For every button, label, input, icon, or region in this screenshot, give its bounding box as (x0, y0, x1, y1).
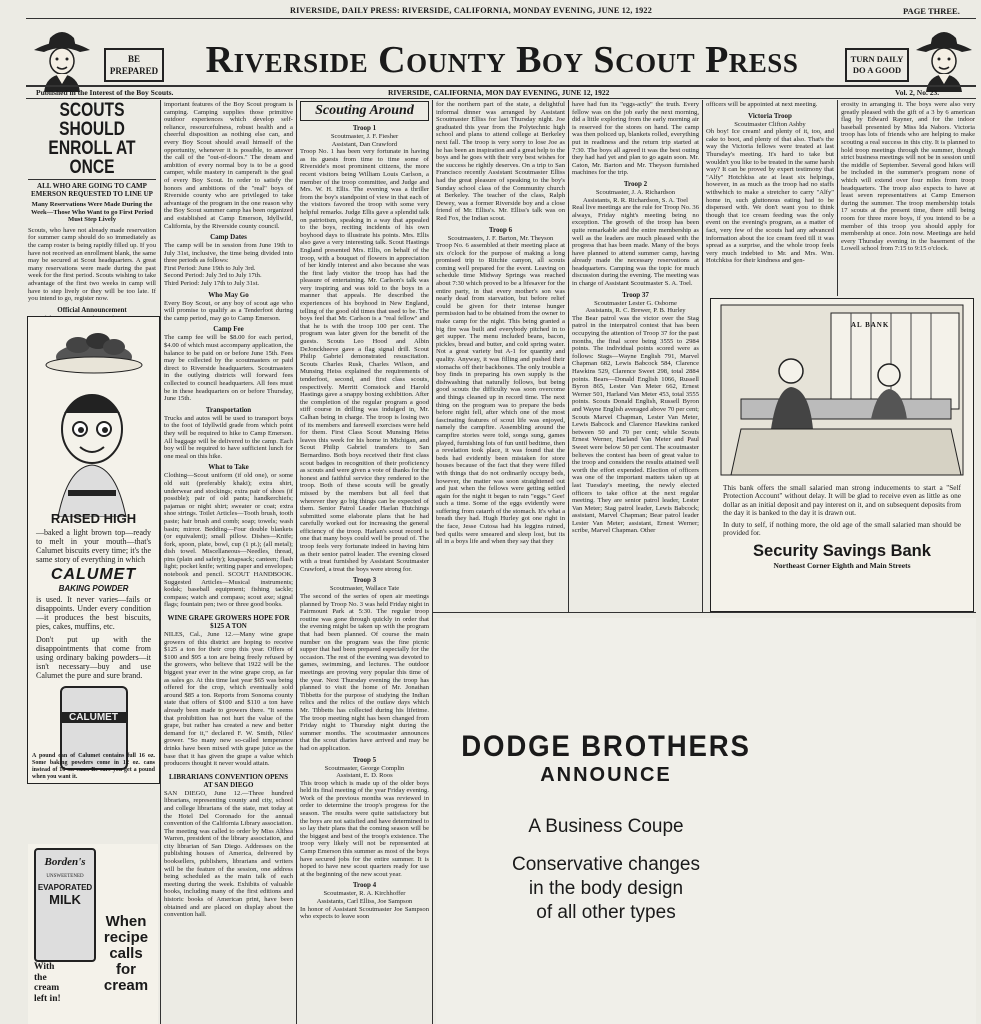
what-to-take-body: Clothing—Scout uniform (if old one), or some old suit (preferably khaki); extra shirt, underwear and stockings; extra pair of shoes (if possible); pair of old pants; handkerchiefs; pajamas or night shirt; sweater or coat; extra shoe strings. Toilet Articles—Tooth brush, tooth paste; hair brush and comb; soap; towels; wash basin; mirror. Bedding—Four double blankets (or equivalent); small pillow. Dishes—Knife; fork, spoon, plate, bowl, cup (1 pt.); (all metal); dish towel. Miscellaneous—Needles, thread, pins (plain and safety); knapsack; canteen; flash light; pocket knife; writing paper and envelopes; notebook and pencil. SCOUT HANDBOOK. Suggested Articles—Musical instruments; kodak; baseball equipment; fishing tackle; compass; watch and compass; scout axe; signal flags; fountain pen; two or three good books. (164, 472, 293, 609)
page-number: PAGE THREE. (903, 6, 960, 16)
subdeck-reservations: Many Reservations Were Made During the Week—Those Who Want to go First Period Must Step Lively (30, 201, 154, 224)
published-line: Published in the Interest of the Boy Scouts. (36, 88, 174, 97)
deck-camp-emerson: ALL WHO ARE GOING TO CAMP EMERSON REQUESTED TO LINE UP (31, 182, 153, 198)
calumet-brand-sub: BAKING POWDER (58, 584, 129, 593)
column-1-story (28, 101, 156, 322)
calumet-copy-2: is used. It never varies—fails or disappoints. Under every condition—it produces the best biscuits, pies, cakes, muffins, etc. (36, 595, 151, 631)
calumet-headline: RAISED HIGH (50, 511, 137, 526)
calumet-ad (27, 316, 160, 784)
troop-6-heading: Troop 6 (488, 225, 513, 234)
borden-ad (28, 844, 158, 1024)
enroll-body: Scouts, who have not already made reservation for summer camp should do so immediately as the camp roster is being rapidly filled up. If you have not received an enrollment blank, the same may be secured at Scout headquarters. A great many reservations were made during the past week for the first period. Scouts wishing to take advantage of the first two weeks in camp will have to step lively or they will be too late. If you intend to go, register now. (28, 226, 156, 303)
troop-5-heading: Troop 5 (352, 755, 377, 764)
bank-copy-1: This bank offers the small salaried man strong inducements to start a "Self Protection Account" without delay. It will be glad to receive even as little as one dollar as an initial deposit and pay interest on it, and on subsequent deposits from the day it is banked to the day it is drawn out. (723, 483, 961, 518)
troop-37-scoutmaster: Scoutmaster Lester G. Osborne (594, 299, 677, 307)
borden-milk: MILK (49, 892, 81, 907)
troop-2-body: Real live meetings are the rule for Troop No. 36 always, Friday night's meeting being no exception. The growth of the troop has been quite remarkable and the entire membership as well as the leaders are much pleased with the progress that has been made. Many of the boys have planned to attend summer camp, having already made the necessary reservations at headquarters. Camping was the topic for much discussion during the evening. The meeting was in charge of Assistant Scoutmaster S. A. Toel. (572, 204, 699, 288)
troop-37-assistant: Assistants, R. C. Brewer, P. B. Hurley (585, 307, 686, 315)
grape-headline: WINE GRAPE GROWERS HOPE FOR $125 A TON (167, 614, 290, 631)
period-2: Second Period: July 3rd to July 17th. (164, 272, 262, 280)
borden-evap: EVAPORATED (37, 883, 93, 892)
dodge-product: A Business Coupe (528, 816, 684, 837)
troop-37-heading: Troop 37 (622, 290, 649, 299)
dateline: RIVERSIDE, CALIFORNIA, MON DAY EVENING, JUNE 12, 1922 (388, 88, 610, 97)
camp-dates-body: The camp will be in session from June 19th to July 31st, inclusive, the time being divided into three periods as follows: (164, 242, 293, 265)
who-may-go-body: Every Boy Scout, or any boy of scout age who will promise to qualify as a Tenderfoot during the camp period, may go to Camp Emerson. (164, 299, 293, 322)
dodge-line-2: in the body design (528, 878, 684, 899)
period-1: First Period: June 19th to July 3rd. (164, 264, 256, 272)
motto-right-text: TURN DAILY DO A GOOD (850, 54, 904, 75)
dodge-brand: DODGE BROTHERS (461, 730, 751, 763)
column-7-story (841, 101, 975, 295)
troop-3-heading: Troop 3 (352, 576, 377, 585)
troop-37-body: The Bear patrol was the victor over the Stag patrol in the interpatrol contest that has been occupying the attention of Troop 37 for the past months, the final score being 3555 to 2984 points. The individual points scored were as follows: Stags—Wayne English 791, Marvel Chapman 682, Lewis Babcock 584, Clarence Hawkins 529, Clarence Sweet 298, total 2884 points. Bears—Donald English 1066, Russell Byron 865, Lester Van Meter 662, Ernest Werner 501, Harland Van Meter 453, total 3555 points. Scouts Donald English, Russell Byron and Wayne English averaged above 70 per cent; Scouts Marvel Chapman, Lester Van Meter, Lewis Babcock and Clarence Hawkins ranked between 50 and 70 per cent; while Scouts Ernest Werner, Harland Van Meter and Paul Sweet were below 50 per cent. The scoutmaster believes the contest has been of great value to the troop and considers the results attained well worth the effort expended. Election of officers was one of the important matters taken up at last Tuesday's meeting, the newly elected officers to take office at the next regular meeting. They are senior patrol leader, Lester Van Meter; Stag patrol leader, Lewis Babcock; assistant, Marvel Chapman; Bear patrol leader Lester Van Meter; assistant, Ernest Werner; scribe, Marvel Chapman. Other (572, 314, 699, 535)
troop-2-assistant: Assistants, R. R. Richardson, S. A. Toel (583, 196, 688, 204)
troop-2-heading: Troop 2 (623, 179, 648, 188)
top-meta-bar (0, 4, 981, 18)
bank-window-sign: AL BANK (851, 321, 890, 329)
bank-address: Northeast Corner Eighth and Main Streets (773, 561, 911, 571)
troop-5-scoutmaster: Scoutmaster, George Complin (324, 764, 405, 772)
official-announcement-heading: Official Announcement (57, 305, 127, 314)
troop-5-body: This troop which is made up of the older boys held its final meeting of the year Friday evening. Work of the previous months was reviewed in order to determine the troop's progress for the season. The results were quite satisfactory but the boys are not satisfied and have determined to so lay their plans that the coming season will be the biggest and best of the troop's existence. The troop very likely will not be represented at Camp Emerson this summer as most of the boys have secured jobs for the entire summer. It is hoped to have new scout quarters ready for use at the beginning of the new scout year. (300, 779, 429, 878)
bank-name: Security Savings Bank (753, 542, 931, 561)
troop-5-assistant: Assistant, E. D. Roos (336, 772, 393, 780)
troop-1-scoutmaster: Scoutmaster, J. F. Fiesher (330, 133, 399, 140)
troop-4-continued: for the northern part of the state, a delightful informal dinner was arranged by Assistant Scoutmaster Elliss for last Thursday night. Joe graduated this year from the Polytechnic high school and plans to attend college at Berkeley next fall. The troop is very sorry to lose Joe as he has been an inspiration and a great help to the boys and he goes with their very best wishes for the success he rightly deserves. On a trip to San Francisco recently Assistant Scoutmaster Elliss had the great pleasure of speaking to the boy's Sunday school class of the Community church at Berkeley. The teacher of the class, Ralph Dewey, was a former Riverside boy and a close friend of Mr. Elliss's. Mr. Elliss's talk was on Red Fox, the Indian scout. (436, 101, 565, 222)
borden-brand: Borden's (44, 856, 86, 868)
calumet-brand: CALUMET (50, 566, 137, 583)
column-6-story (706, 101, 834, 295)
camp-intro: important features of the Boy Scout program is camping. Camping supplies those primitive outdoor experiences which develop self-reliance, resourcefulness, robust health and a cheerful disposition as nothing else can, and every Boy Scout should avail himself of the opportunity, whenever it is possible, to answer the call of the "out-of-doors." The dream and ambition of every normal boy is to be a good camper, while mastery in camperaft is the goal of every Boy Scout. In order to satisfy the honors and ambitions of the "real" boys of Riverside county who are privileged to take advantage of the program in the one reason why the Boy Scout summer camp has been organized and established at Camp Emerson, Idyllwild, California, by the Riverside county council. (164, 101, 293, 230)
calumet-can-label: CALUMET (62, 712, 126, 723)
borden-can (34, 848, 96, 962)
motto-box-left (104, 48, 164, 82)
troop-4-body: In honor of Assistant Scoutmaster Joe Sampson who expects to leave soon (300, 905, 429, 921)
troop-4-assistant: Assistants, Carl Elliss, Joe Sampson (316, 898, 413, 905)
masthead-title: Riverside County Boy Scout Press (205, 39, 799, 81)
dodge-announce: ANNOUNCE (540, 764, 672, 786)
troop-6-scoutmaster: Scoutmasters, J. F. Barton, Mr. Theyson (447, 234, 554, 242)
troop-4-scoutmaster: Scoutmaster, R. A. Kirchhoffer (323, 890, 406, 898)
motto-left-text: BE PREPARED (109, 54, 159, 76)
bank-ad (710, 298, 974, 612)
troop-1-assistant: Assistant, Dan Crawford (331, 140, 398, 148)
baking-illustration-icon (28, 317, 159, 517)
grape-body: NILES, Cal., June 12.—Many wine grape growers of this district are hoping to receive $125 a ton for their crop this year. Offers of $100 and $95 a ton are being freely refused by the growers, who believe that 1922 will be the biggest year ever in the wine grape crop, as far as sales go. At this time last year $65 was being offered for the crop, which eventually sold around $85 a ton. Reports from Sonoma county state that offers of $100 and $110 a ton have already been made to growers there. "It seems that prohibition has not hurt the value of the grape, but rather has created a new and better demand for it," declared F. W. Smith, Niles' grower. "So many new so-called temperance drinks have been mixed with grape juice as the base that it has given the grape a value which producers thought it never would attain. (164, 631, 293, 768)
volume-number: Vol. 2, No. 23. (895, 88, 940, 97)
dodge-line-3: of all other types (536, 902, 676, 923)
calumet-copy-3: Don't put up with the disappointments that come from using ordinary baking powders—it isn't necessary—buy and use Calumet the pure and sure brand. (36, 635, 151, 680)
transportation-heading: Transportation (205, 405, 252, 414)
transportation-body: Trucks and autos will be used to transport boys to the foot of Idyllwild grade from which point they will be required to hike to Camp Emerson. All baggage will be delivered to the camp. Each boy will be required to have sufficient lunch for one meal on this hike. (164, 414, 293, 460)
troop-1-body: Troop No. 1 has been very fortunate in having as its guests from time to time some of Riverside's most prominent citizens, the more recent visitors being William Louis Carlson, a member of the troop committee, and Judge and Mrs. W. H. Ellis. The evening was a thriller from the boy's standpoint of view in that each of the visitors favored the troop with some very helpful remarks. Judge Ellis gave a splendid talk on patriotism, speaking in a way that appealed to the boys, reciting incidents of his own boyhood days to illustrate his points. Mrs. Ellis also gave a very interesting talk. Scout Hastings England presented Mrs. Ellis, on behalf of the troop, with a bouquet of flowers in appreciation of her kindly interest and also because she was the first lady visitor the troop has had the pleasure of entertaining. Mr. Carlson's talk was very inspiring and was told to the boys in a manner that appeals. He described the experiences of his boyhood in New England, telling of the good old times that used to be. The boys feel that Mr. Carlson is a "real fellow" and that he is with the troop 100 per cent. The program was later given for the benefit of the guests. Scouts Leo Hood and Albin DeJonckheeve gave a flag signal drill. Scout Philip Gabriel demonstrated resuscitation. Scouts Charles Rusk, Charles Wilson, and Munsing Heiss explained the requirements of tenderfoot, second, and first class scouts, respectively. Merritt Comstock and Harold Hastings gave a snappy boxing exhibition. After the completion of the regular program a good stiff course in drilling was indulged in, Mr. Calhan being in charge. The troop is losing two of its members and farewell exercises were held for them. First Class Scout Munsing Heiss leaves this week for his home in Michigan, and Scout Philip Gabriel transfers to San Bernardino. Both boys received their first class scout badges in recognition of their proficiency as scouts and were given a vote of thanks for the honest and faithful service they rendered to the troop. Both of these scouts will be greatly missed by the members but all feel that wherever they go big things can be expected of them. Senior Patrol Leader Harlan Hutchings submitted some elaborate plans that he had carefully worked out for increasing the general efficiency of the troop. Harlan's scout record is one that many boys could well be proud of. The troop feels very fortunate indeed in having him as their senior patrol leader. The evening closed with a treat furnished by Assistant Scoutmaster Crawford, a treat the boys were strong for. (300, 148, 429, 573)
column-5-story (572, 101, 699, 609)
victoria-body: Oh boy! Ice cream! and plenty of it, too, and cake to boot, and plenty of that also. That's the way the Victoria fellows were treated at last Thursday's meeting. It's hard to take but wouldn't you like to be treated in the same harsh way? It can be proved by expert testimony that "Alfy" Hotchkiss ate at least six helpings, however, in as much as the troop had no staffs withwhich to make a stretcher to carry "Alfy" home in, such gluttonous eating had to be dispensed with. We don't want you to think though that ice cream feeding was the only event on the evening's program, as a matter of fact, very few of the scouts had any advanced information about the ice cream feed till it was spread as a surprise, and the whole troop feels very much indebted to Mr. and Mrs. Wm. Hotchkiss for their kindness and gen- (706, 128, 834, 265)
borden-when-recipe: When recipe calls for cream (103, 913, 149, 994)
troop-1-heading: Troop 1 (352, 124, 377, 132)
headline-enroll: SCOUTS SHOULD ENROLL AT ONCE (48, 100, 136, 178)
what-to-take-heading: What to Take (208, 463, 249, 472)
camp-fee-body: The camp fee will be $8.00 for each period, $4.00 of which must accompany application, the balance to be paid on or before June 15th. Fees may be collected by the scoutmasters or paid direct to Riverside headquarters. Scoutmasters in the outlying districts will forward fees collected to council headquarters. All fees must be in these headquarters on or before Thursday, June 15th. (164, 334, 293, 403)
period-3: Third Period: July 17th to July 31st. (164, 280, 260, 288)
troop-6-body: Troop No. 6 assembled at their meeting place at six o'clock for the purpose of making a long promised trip to Ritchie canyon, all scouts coming well prepared for the event. Leaving on schedule time Midway Springs was reached about 7:30 which proved to be a lifesaver for the entire party, in that every mother's son was nearly dead from starvation, but before relief could be given for their intense hunger permission had to be obtained from the owner to make camp for the night. This being granted a big fire was built and everybody pitched in to get supper. The menu included beans, bacon, pickles, bread and butter, and cold spring water. Not a great variety but A-1 for quantity and quality. Anyway, it was filling and pushed their stomachs off their backbones. The only trouble a boy finds in preparing his own supply is the dishwashing that naturally follows, but being good scouts the difficulty was soon overcome and things cleaned up in record time. The next thing on the program was to prepare the beds before night fell, after which one of the most fascinating features of scout life was enjoyed, namely the campfire. Assembling around the campfire stories were told, songs sung, games played, furnishing lots of fun until bedtime, then a revelation took place, it was found that the beds had evidently been mistaken for store houses because of the fact that they were filled with things that do not ordinarily occupy beds, however, the matter was soon straightened out and just when the fellows were getting settled again for the night it began to rain "eggs." Gee! such a time. Some of the eggs evidently were suffering from catarrh of the stomach. It's what a breath they had. Hugh Hurley got one right in the face, Jesse Cutosa had his leggins ruined, bed quilts were smeared and sleep lost, but its all in a boys life and when they say that they (436, 242, 565, 546)
troop-2-scoutmaster: Scoutmaster, J. A. Richardson (595, 188, 676, 196)
librarians-headline: LIBRARIANS CONVENTION OPENS AT SAN DIEGO (168, 772, 289, 789)
calumet-copy-1: —baked a light brown top—ready to melt in your mouth—that's Calumet biscuits every time; it's the same story of everything in which (36, 528, 151, 564)
victoria-troop-heading: Victoria Troop (748, 111, 792, 120)
column-3-scouting-around (300, 101, 429, 1021)
who-may-go-heading: Who May Go (208, 290, 249, 299)
troop-3-scoutmaster: Scoutmaster, Wallace Tate (329, 585, 400, 593)
dodge-line-1: Conservative changes (512, 854, 700, 875)
motto-box-right (845, 48, 909, 82)
troop-6-continued: have had fun its "eggs-actly" the truth. Every fellow was on the job early the next morning, did a little exploring from the early morning air is reserved for the stores on hand. The camp was then policed up, blankets rolled, everything put in readiness and the return trip started at 7:30. The boys all agreed it was the best outing they had had yet and plan to go again soon. Mr. Caton, Mr. Barton and Mr. Theyson furnished machines for the trip. (572, 101, 699, 177)
column-2-story (164, 101, 293, 1021)
scouting-around-heading: Scouting Around (300, 101, 429, 121)
bank-teller-illustration-icon (711, 299, 973, 481)
calumet-footer: A pound can of Calumet contains full 16 oz. Some baking powders come in 12 oz. cans instead of 16 oz. cans. Be sure you get a pound when you want it. (32, 753, 155, 780)
victoria-scoutmaster: Scoutmaster Clifton Ashby (734, 120, 806, 128)
troop-4-heading: Troop 4 (352, 881, 377, 890)
borden-unsweet: UNSWEETENED (46, 874, 84, 879)
camp-fee-heading: Camp Fee (213, 325, 244, 334)
camp-dates-heading: Camp Dates (210, 233, 247, 242)
troop-37-continued: officers will be appointed at next meeting. (706, 101, 818, 108)
bank-copy-2: In duty to self, if nothing more, the old age of the small salaried man should be provided for. (723, 519, 961, 538)
dodge-brothers-ad (436, 618, 976, 1024)
victoria-continued: erosity in arranging it. The boys were also very greatly pleased with the gift of a 3 by 6 american flag by Edward Rayner, and for the indoor baseball presented by Miss Ida Nabors. Victoria troop has lots of friends who are helping to make scouting a real success in this city. It is planned to hold troop meetings through the summer, though strict business meetings will not be in session until the middle of September. Several good hikes will be included in the summer's program none of which will extend over four miles from troop headquarters. The troop also expects to have at least seven representatives at Camp Emerson during the summer. The troop membership totals 17 scouts at the present time, there still being room for three more boys, if you intend to be a member of this troop you should apply for membership at once. Join now. Meetings are held every Thursday evening in the basement of the Lowell school from 7:15 to 9:15 o'clock. (841, 101, 975, 253)
column-4-story (436, 101, 565, 609)
troop-3-body: The second of the series of open air meetings planned by Troop No. 3 was held Friday night in Fairmount Park at 5:30. The regular troop routine was gone through quickly in order that the evening might be taken up with the program that had been planned. Of course the main number on the program was the fine picnic supper that had been prepared especially for the occasion. The rest of the evening was devoted to games, swimming, and lectures. The outdoor meetings are proving very popular this time of the year. Next Thursday evening the troop has planned to visit the home of Mr. Jonathan Tibbetts for the purpose of studying the Indian relics and the relics of the outlaw days which Mr. Tibbetts has collected during his lifetime. The troop meeting night has been changed from Friday night to Thursday night during the summer months. The scoutmaster announces that the scout diaries have arrived and may be had on application. (300, 593, 429, 752)
borden-with-cream: With the cream left in! (34, 962, 61, 1004)
librarians-body: SAN DIEGO, June 12.—Three hundred librarians, representing county and city, school and college librarians of the state, met today at the Hotel Del Coronado for the annual convention of the California Library association. The meeting was called to order by Miss Althea Warren, president of the library association, and city librarian of San Diego. Addresses on the publishing houses of America, delivered by booksellers, publishers, librarians and writers will be the feature of the session, one address being scheduled as the main talk of each meeting during the week. Exhibits of valuable books, including many of the first editions and historic books of American print, have been obtained and are placed on display about the convention hall. (164, 789, 293, 919)
running-header: RIVERSIDE, DAILY PRESS: RIVERSIDE, CALIFORNIA, MONDAY EVENING, JUNE 12, 1922 (290, 6, 653, 15)
